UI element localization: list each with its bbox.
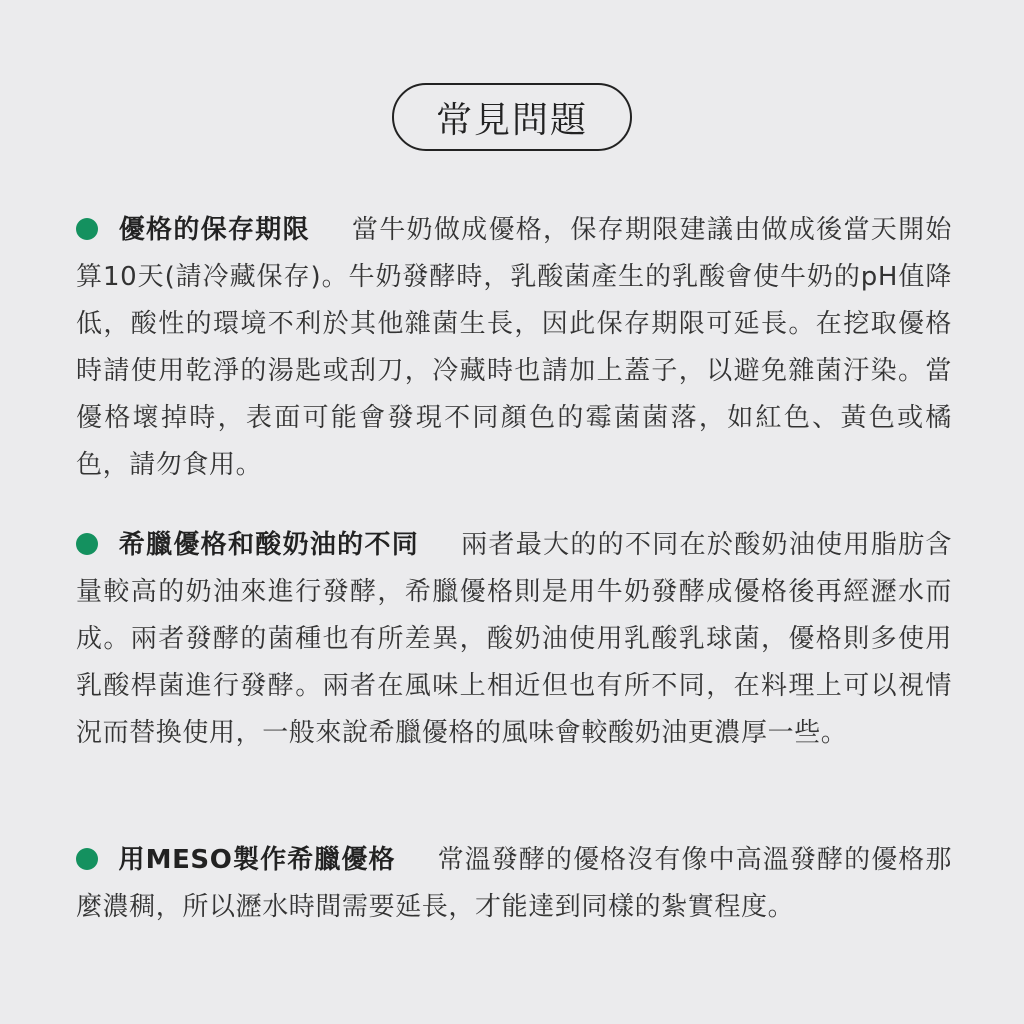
page-title (392, 83, 632, 151)
faq-question: 優格的保存期限 (118, 215, 310, 245)
faq-item-meso-greek-yogurt (76, 837, 952, 931)
bullet-icon (76, 218, 98, 240)
page-title-text: 常見問題 (435, 99, 588, 141)
faq-question: 用MESO製作希臘優格 (118, 845, 396, 875)
bullet-icon (76, 848, 98, 870)
faq-answer: 兩者最大的的不同在於酸奶油使用脂肪含量較高的奶油來進行發酵，希臘優格則是用牛奶發酵成優格後再經瀝水而成。兩者發酵的菌種也有所差異，酸奶油使用乳酸乳球菌，優格則多使用乳酸桿菌進行發酵。兩者在風味上相近但也有所不同，在料理上可以視情況而替換使用，一般來說希臘優格的風味會較酸奶油更濃厚一些。 (76, 530, 952, 748)
faq-item-greek-vs-sour-cream (76, 522, 952, 757)
faq-item-storage (76, 207, 952, 489)
faq-answer: 常溫發酵的優格沒有像中高溫發酵的優格那麼濃稠，所以瀝水時間需要延長，才能達到同樣的紮實程度。 (76, 845, 952, 922)
faq-question: 希臘優格和酸奶油的不同 (118, 530, 420, 560)
faq-answer: 當牛奶做成優格，保存期限建議由做成後當天開始算10天(請冷藏保存)。牛奶發酵時，乳酸菌產生的乳酸會使牛奶的pH值降低，酸性的環境不利於其他雜菌生長，因此保存期限可延長。在挖取優格時請使用乾淨的湯匙或刮刀，冷藏時也請加上蓋子，以避免雜菌汙染。當優格壞掉時，表面可能會發現不同顏色的霉菌菌落，如紅色、黃色或橘色，請勿食用。 (76, 215, 953, 480)
bullet-icon (76, 533, 98, 555)
